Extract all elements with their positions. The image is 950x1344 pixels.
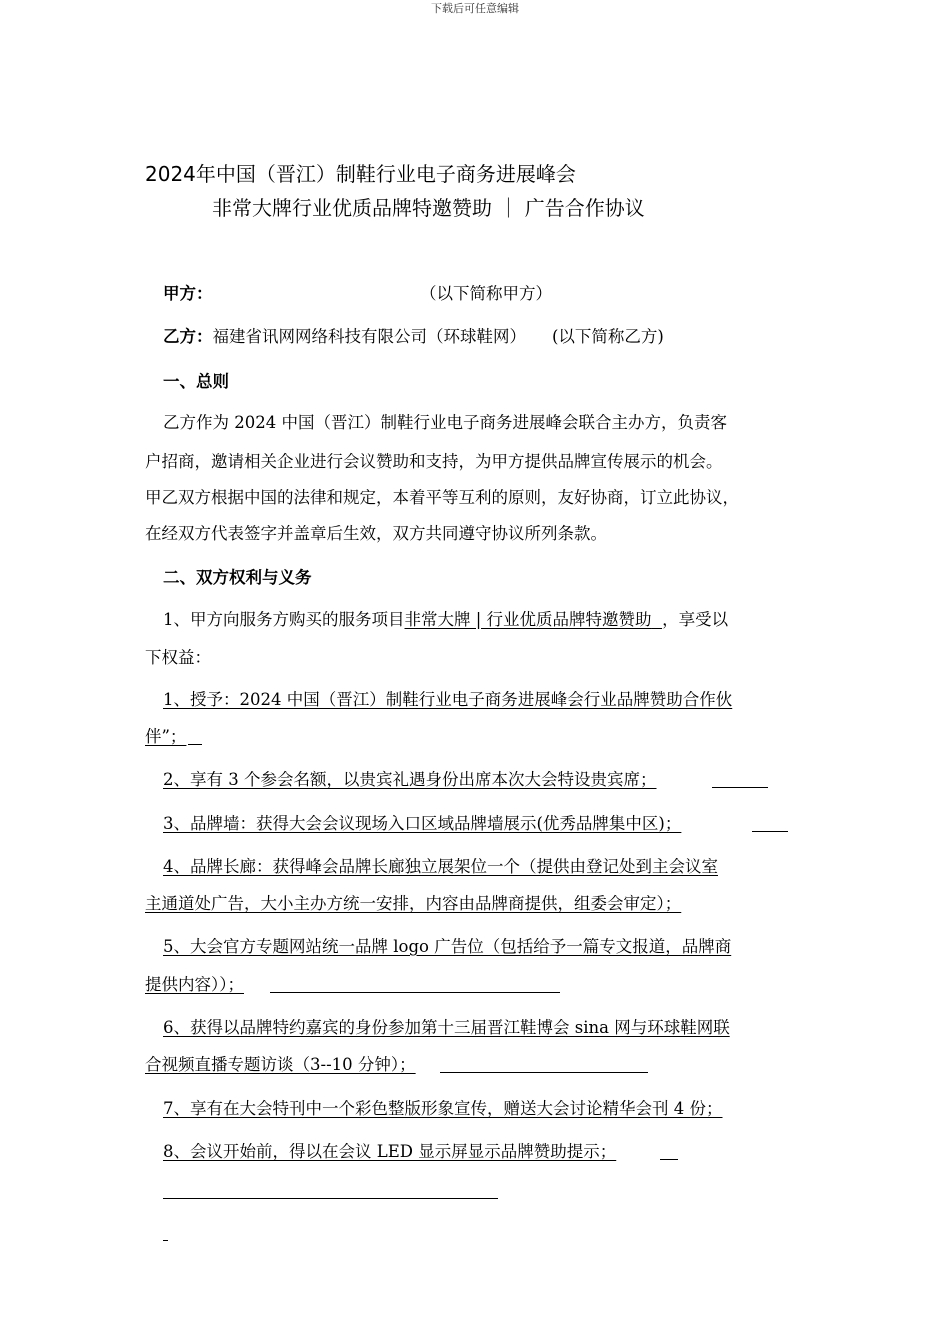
benefit-item-4: 4、品牌长廊：获得峰会品牌长廊独立展架位一个（提供由登记处到主会议室 bbox=[163, 857, 718, 876]
section2-heading: 二、双方权利与义务 bbox=[163, 568, 312, 587]
header-note: 下载后可任意编辑 bbox=[431, 2, 519, 15]
document-title-line1: 2024年中国（晋江）制鞋行业电子商务进展峰会 bbox=[145, 162, 576, 186]
benefit-item-1-cont: 伴”； bbox=[145, 727, 187, 746]
intro-suffix: ，享受以 bbox=[662, 610, 729, 629]
party-b-note: (以下简称乙方) bbox=[552, 327, 664, 346]
party-b-line bbox=[163, 323, 664, 347]
section2-intro bbox=[163, 606, 728, 630]
party-a-label: 甲方： bbox=[163, 284, 213, 303]
section1-heading: 一、总则 bbox=[163, 372, 229, 391]
benefit-item-1: 1、授予：2024 中国（晋江）制鞋行业电子商务进展峰会行业品牌赞助合作伙 bbox=[163, 690, 733, 709]
benefit-item-8: 8、会议开始前，得以在会议 LED 显示屏显示品牌赞助提示； bbox=[163, 1142, 617, 1161]
section1-line: 甲乙双方根据中国的法律和规定，本着平等互利的原则，友好协商，订立此协议， bbox=[145, 488, 739, 507]
section1-line: 户招商，邀请相关企业进行会议赞助和支持，为甲方提供品牌宣传展示的机会。 bbox=[145, 452, 723, 471]
section1-line: 乙方作为 2024 中国（晋江）制鞋行业电子商务进展峰会联合主办方，负责客 bbox=[163, 413, 727, 432]
blank-fill-line bbox=[163, 1198, 498, 1199]
party-b-value: 福建省讯网网络科技有限公司（环球鞋网） bbox=[212, 327, 526, 346]
section1-line: 在经双方代表签字并盖章后生效，双方共同遵守协议所列条款。 bbox=[145, 524, 607, 543]
footer-dash bbox=[163, 1240, 168, 1241]
intro-prefix: 1、甲方向服务方购买的服务项目 bbox=[163, 610, 405, 629]
benefit-item-3: 3、品牌墙：获得大会会议现场入口区域品牌墙展示(优秀品牌集中区)； bbox=[163, 814, 682, 833]
benefit-item-5: 5、大会官方专题网站统一品牌 logo 广告位（包括给予一篇专文报道，品牌商 bbox=[163, 937, 732, 956]
benefit-item-6-cont: 合视频直播专题访谈（3--10 分钟）； bbox=[145, 1055, 416, 1074]
benefit-item-5-cont: 提供内容））； bbox=[145, 975, 244, 994]
benefit-item-7: 7、享有在大会特刊中一个彩色整版形象宣传，赠送大会讨论精华会刊 4 份； bbox=[163, 1099, 723, 1118]
service-name: 非常大牌 | 行业优质品牌特邀赞助 bbox=[404, 610, 652, 629]
party-b-label: 乙方： bbox=[163, 327, 213, 346]
document-title-line2: 非常大牌行业优质品牌特邀赞助 ｜ 广告合作协议 bbox=[212, 196, 645, 220]
benefit-item-6: 6、获得以品牌特约嘉宾的身份参加第十三届晋江鞋博会 sina 网与环球鞋网联 bbox=[163, 1018, 730, 1037]
benefit-item-4-cont: 主通道处广告，大小主办方统一安排，内容由品牌商提供，组委会审定）； bbox=[145, 894, 682, 913]
benefit-item-2: 2、享有 3 个参会名额，以贵宾礼遇身份出席本次大会特设贵宾席； bbox=[163, 770, 657, 789]
party-a-note: （以下简称甲方） bbox=[420, 284, 552, 303]
section2-intro-line2: 下权益： bbox=[145, 648, 211, 667]
